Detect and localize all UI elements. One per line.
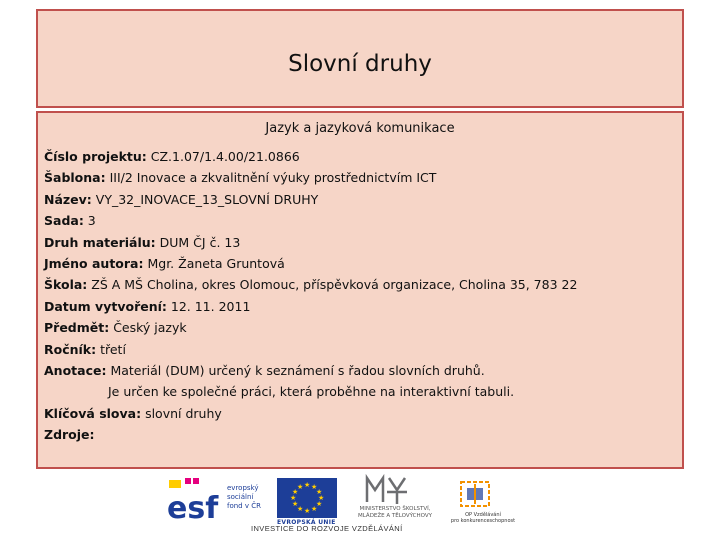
info-line-grade: Ročník: třetí <box>44 341 126 357</box>
info-line-project: Číslo projektu: CZ.1.07/1.4.00/21.0866 <box>44 149 300 164</box>
info-line-author: Jméno autora: Mgr. Žaneta Gruntová <box>44 255 285 271</box>
esf-logo <box>165 476 270 522</box>
info-line-annotation: Anotace: Materiál (DUM) určený k seznámení s řadou slovních druhů. <box>44 362 485 378</box>
investment-slogan: INVESTICE DO ROZVOJE VZDĚLÁVÁNÍ <box>251 524 403 533</box>
msmt-caption: MINISTERSTVO ŠKOLSTVÍ, MLÁDEŽE A TĚLOVÝCHOVY <box>358 506 432 519</box>
op-caption: OP Vzdělávání pro konkurenceschopnost <box>450 512 516 524</box>
info-line-date: Datum vytvoření: 12. 11. 2011 <box>44 298 251 314</box>
title-box <box>36 9 684 108</box>
info-lines <box>44 146 577 445</box>
info-line-subject: Předmět: Český jazyk <box>44 320 187 336</box>
op-logo <box>453 478 497 510</box>
subject-heading: Jazyk a jazyková komunikace <box>265 121 455 136</box>
info-line-template: Šablona: III/2 Inovace a zkvalitnění výuky prostřednictvím ICT <box>44 170 437 186</box>
info-line-school: Škola: ZŠ A MŠ Cholina, okres Olomouc, příspěvková organizace, Cholina 35, 783 22 <box>44 277 578 293</box>
info-line-keywords: Klíčová slova: slovní druhy <box>44 405 222 421</box>
slide-title: Slovní druhy <box>288 51 432 77</box>
info-line-name: Název: VY_32_INOVACE_13_SLOVNÍ DRUHY <box>44 191 319 207</box>
eu-caption: EVROPSKÁ UNIE <box>277 519 336 526</box>
esf-caption-2: sociální <box>227 493 254 501</box>
info-line-material-type: Druh materiálu: DUM ČJ č. 13 <box>44 234 241 250</box>
esf-caption-1: evropský <box>227 484 259 492</box>
info-box <box>36 111 684 469</box>
info-line-annotation-continued: Je určen ke společné práci, která proběhne na interaktivní tabuli. <box>108 384 515 400</box>
esf-caption-3: fond v ČR <box>227 502 261 510</box>
eu-flag-icon: ★ ★ ★ ★ ★ ★ ★ ★ ★ ★ ★ ★ <box>277 478 337 518</box>
info-line-set: Sada: 3 <box>44 213 96 229</box>
funding-logos <box>165 472 530 540</box>
msmt-logo <box>363 474 413 506</box>
info-line-sources: Zdroje: <box>44 427 95 443</box>
esf-letters: esf <box>167 491 219 522</box>
